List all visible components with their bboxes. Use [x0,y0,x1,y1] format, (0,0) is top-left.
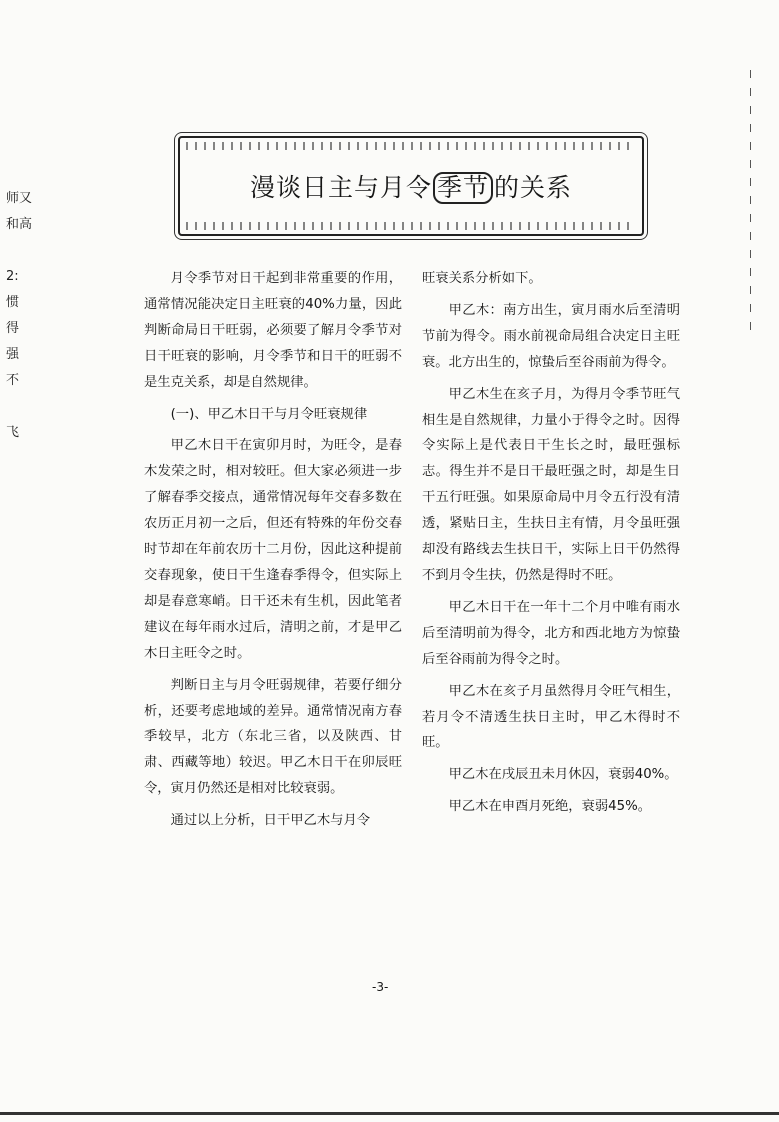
title-frame [178,136,644,236]
paragraph: 旺衰关系分析如下。 [422,271,542,286]
paragraph: 甲乙木生在亥子月，为得月令季节旺气相生是自然规律，力量小于得令之时。因得令实际上是代表日干生长之时，最旺强标志。得生并不是日干最旺强之时，却是生日干五行旺强。如果原命局中月令五行没有清透，紧贴日主，生扶日主有情，月令虽旺强却没有路线去生扶日干，实际上日干仍然得不到月令生扶，仍然是得时不旺。 [422,386,680,583]
paragraph: 通过以上分析，日干甲乙木与月令 [170,813,371,829]
article-title [180,168,642,204]
margin-fragment: 不 [6,373,20,388]
paragraph: 甲乙木：南方出生，寅月雨水后至清明节前为得令。雨水前视命局组合决定日主旺衰。北方出生的，惊蛰后至谷雨前为得令。 [422,302,680,370]
page-number: -3- [372,980,389,994]
margin-fragment: 2: [6,269,19,284]
paragraph: 甲乙木在亥子月虽然得月令旺气相生，若月令不清透生扶日主时，甲乙木得时不旺。 [422,683,680,751]
title-part: 的关系 [494,173,573,202]
bottom-rule [0,1112,779,1115]
title-part: 漫谈日主与月令 [249,173,432,202]
margin-fragment: 得 [6,321,20,336]
margin-fragment: 飞 [6,425,20,440]
margin-fragment: 惯 [6,295,20,310]
paragraph: 月令季节对日干起到非常重要的作用，通常情况能决定日主旺衰的40%力量，因此判断命局日干旺弱，必须要了解月令季节对日干旺衰的影响，月令季节和日干的旺弱不是生克关系，却是自然规律。 [144,271,402,390]
margin-fragment: 强 [6,347,20,362]
paragraph: 甲乙木日干在一年十二个月中唯有雨水后至清明前为得令，北方和西北地方为惊蛰后至谷雨前为得令之时。 [422,599,680,667]
paragraph: 甲乙木在申酉月死绝，衰弱45%。 [448,799,652,815]
section-heading: (一)、甲乙木日干与月令旺衰规律 [170,406,368,422]
scan-edge-mark [750,70,751,330]
frame-border-decoration [186,222,636,230]
paragraph: 甲乙木日干在寅卯月时，为旺令，是春木发荣之时，相对较旺。但大家必须进一步了解春季交接点，通常情况每年交春多数在农历正月初一之后，但还有特殊的年份交春时节却在年前农历十二月份，因此这种提前交春现象，使日干生逢春季得令，但实际上却是春意寒峭。日干还未有生机，因此笔者建议在每年雨水过后，清明之前，才是甲乙木日主旺令之时。 [144,438,402,661]
margin-fragment: 和高 [6,217,33,232]
right-column [422,266,680,826]
margin-fragment: 师又 [6,191,33,206]
paragraph: 甲乙木在戌辰丑未月休囚，衰弱40%。 [448,767,678,783]
paragraph: 判断日主与月令旺弱规律，若要仔细分析，还要考虑地域的差异。通常情况南方春季较早，北方（东北三省，以及陕西、甘肃、西藏等地）较迟。甲乙木日干在卯辰旺令，寅月仍然还是相对比较衰弱。 [144,677,402,797]
margin-fragments [6,186,40,446]
frame-border-decoration [186,142,636,150]
title-boxed-part: 季节 [433,172,493,204]
left-column [144,266,402,840]
